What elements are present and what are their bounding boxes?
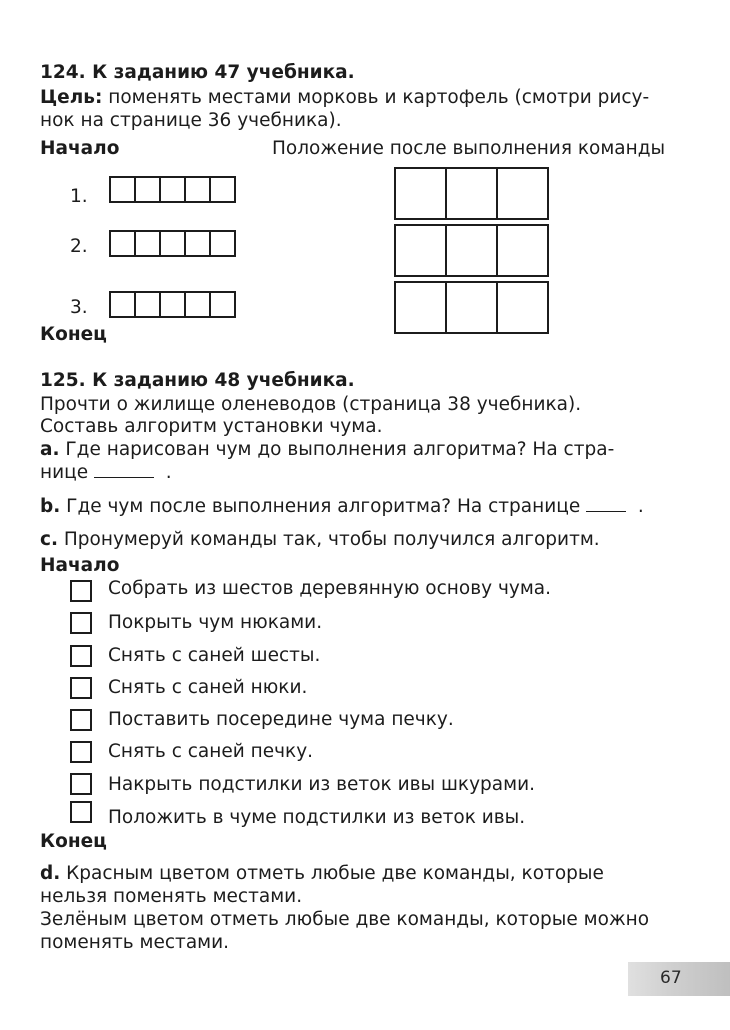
row-number-3: 3. [70, 297, 88, 318]
command-4: Снять с саней нюки. [108, 677, 308, 698]
page-number: 67 [660, 968, 682, 988]
position-label: Положение после выполнения команды [272, 138, 666, 159]
command-number-box-5[interactable] [70, 709, 92, 731]
question-c-text: Пронумеруй команды так, чтобы получился алгоритм. [58, 529, 600, 550]
command-cells-3[interactable] [109, 291, 236, 318]
task-125-heading: 125. К заданию 48 учебника. [40, 370, 355, 391]
answer-a-blank[interactable] [94, 477, 154, 478]
position-grid-row-3[interactable] [394, 281, 549, 334]
question-b [40, 496, 644, 517]
position-grid-row-1[interactable] [394, 167, 549, 220]
question-a-label: a. [40, 439, 60, 460]
task-124-goal [40, 87, 649, 108]
task-125-intro-1: Прочти о жилище оленеводов (страница 38 учебника). [40, 394, 582, 415]
command-number-box-7[interactable] [70, 773, 92, 795]
question-b-suffix: . [637, 496, 644, 517]
task-125-intro-2: Составь алгоритм установки чума. [40, 416, 383, 437]
command-8: Положить в чуме подстилки из веток ивы. [108, 807, 526, 828]
task-124-goal-line2: нок на странице 36 учебника). [40, 110, 342, 131]
question-c [40, 529, 600, 550]
start-label-124: Начало [40, 138, 120, 159]
command-number-box-1[interactable] [70, 580, 92, 602]
task-124-heading: 124. К заданию 47 учебника. [40, 62, 355, 83]
command-5: Поставить посередине чума печку. [108, 709, 454, 730]
end-label-124: Конец [40, 324, 107, 345]
goal-label: Цель: [40, 87, 103, 108]
command-2: Покрыть чум нюками. [108, 612, 323, 633]
question-a-line2 [40, 462, 172, 483]
question-b-text: Где чум после выполнения алгоритма? На странице [60, 496, 581, 517]
goal-text: поменять местами морковь и картофель (смотри рису- [102, 87, 650, 108]
command-number-box-8[interactable] [70, 801, 92, 823]
answer-b-blank[interactable] [586, 511, 626, 512]
command-6: Снять с саней печку. [108, 741, 314, 762]
command-number-box-2[interactable] [70, 612, 92, 634]
question-d-line2: нельзя поменять местами. [40, 886, 303, 907]
command-number-box-3[interactable] [70, 645, 92, 667]
question-a-suffix: . [165, 462, 172, 483]
question-b-label: b. [40, 496, 61, 517]
command-1: Собрать из шестов деревянную основу чума. [108, 578, 551, 599]
question-a [40, 439, 614, 460]
row-number-1: 1. [70, 186, 88, 207]
command-number-box-6[interactable] [70, 741, 92, 763]
question-d [40, 863, 604, 884]
command-cells-1[interactable] [109, 176, 236, 203]
command-cells-2[interactable] [109, 230, 236, 257]
command-7: Накрыть подстилки из веток ивы шкурами. [108, 774, 535, 795]
question-c-label: c. [40, 529, 58, 550]
question-a-prefix: нице [40, 462, 89, 483]
start-label-125: Начало [40, 555, 120, 576]
question-d-label: d. [40, 863, 61, 884]
question-a-text: Где нарисован чум до выполнения алгоритма? На стра- [59, 439, 615, 460]
question-d-line4: поменять местами. [40, 932, 230, 953]
question-d-line3: Зелёным цветом отметь любые две команды, которые можно [40, 909, 650, 930]
command-3: Снять с саней шесты. [108, 645, 321, 666]
page-number-badge [628, 962, 730, 996]
position-grid-row-2[interactable] [394, 224, 549, 277]
question-d-text: Красным цветом отметь любые две команды, которые [60, 863, 604, 884]
row-number-2: 2. [70, 236, 88, 257]
command-number-box-4[interactable] [70, 677, 92, 699]
end-label-125: Конец [40, 831, 107, 852]
